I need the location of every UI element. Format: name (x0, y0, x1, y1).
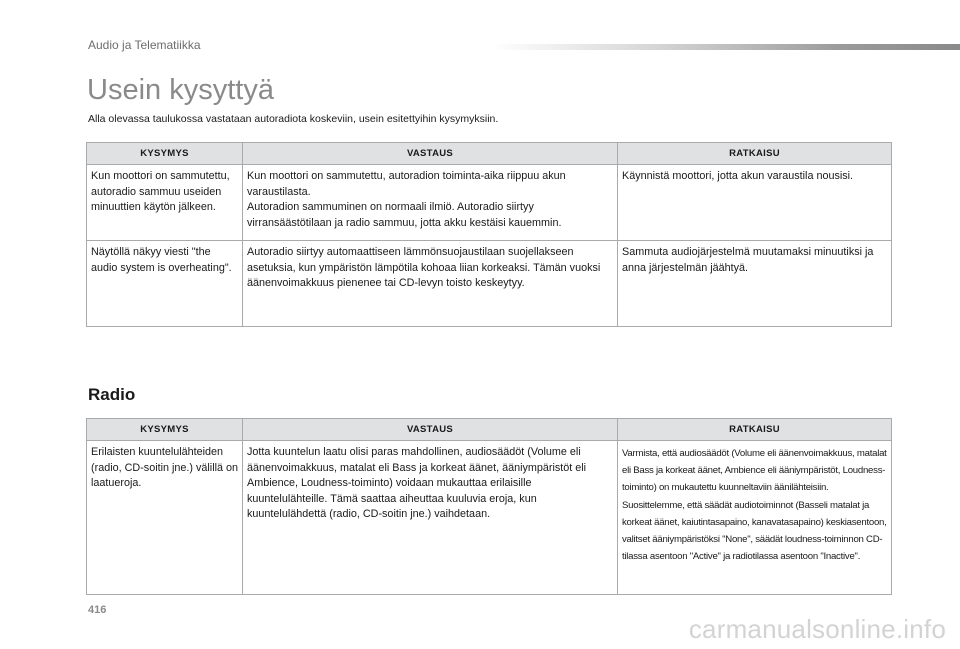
answer-cell: Jotta kuuntelun laatu olisi paras mahdollinen, audiosäädöt (Volume eli äänenvoimakkuus, matalat eli Bass ja korkeat äänet, ääniympäristöt eli Ambience, Loudness-toiminto) voidaan mukauttaa erilaisille kuuntelulähteille. Tämä saattaa aiheuttaa kuuluvia eroja, kun kuuntelulähdettä (radio, CD-soitin jne.) vaihdetaan. (243, 441, 618, 595)
question-cell: Kun moottori on sammutettu, autoradio sammuu useiden minuuttien käytön jälkeen. (87, 165, 243, 241)
answer-cell: Autoradio siirtyy automaattiseen lämmönsuojaustilaan suojellakseen asetuksia, kun ympäristön lämpötila kohoaa liian korkeaksi. Tämän vuoksi äänenvoimakkuus pienenee tai CD-levyn toisto keskeytyy. (243, 241, 618, 327)
column-header-question: KYSYMYS (87, 143, 243, 165)
table-header-row (87, 419, 892, 441)
column-header-answer: VASTAUS (243, 143, 618, 165)
table-row (87, 441, 892, 595)
table-header-row (87, 143, 892, 165)
faq-table-radio (86, 418, 892, 595)
solution-cell: Käynnistä moottori, jotta akun varaustila nousisi. (618, 165, 892, 241)
watermark: carmanualsonline.info (688, 614, 946, 644)
page-number: 416 (88, 604, 107, 616)
section-label: Audio ja Telematiikka (88, 38, 201, 52)
section-heading-radio: Radio (88, 385, 136, 404)
intro-text: Alla olevassa taulukossa vastataan autoradiota koskeviin, usein esitettyihin kysymyksiin. (88, 113, 499, 125)
faq-table-general (86, 142, 892, 327)
table-row (87, 241, 892, 327)
solution-cell: Varmista, että audiosäädöt (Volume eli äänenvoimakkuus, matalat eli Bass ja korkeat äänet, Ambience eli ääniympäristöt, Loudness-toiminto) on mukautettu kuunneltaviin äänilähteisiin. Suosittelemme, että säädät audiotoiminnot (Basseli matalat ja korkeat äänet, kaiutintasapaino, kanavatasapaino) keskiasentoon, valitset ääniympäristöksi "None", säädät loudness-toiminnon CD-tilassa asentoon "Active" ja radiotilassa asentoon "Inactive". (618, 441, 892, 595)
column-header-solution: RATKAISU (618, 143, 892, 165)
header-gradient-bar (490, 44, 960, 50)
question-cell: Erilaisten kuuntelulähteiden (radio, CD-soitin jne.) välillä on laatueroja. (87, 441, 243, 595)
column-header-question: KYSYMYS (87, 419, 243, 441)
column-header-answer: VASTAUS (243, 419, 618, 441)
column-header-solution: RATKAISU (618, 419, 892, 441)
answer-cell: Kun moottori on sammutettu, autoradion toiminta-aika riippuu akun varaustilasta. Autoradion sammuminen on normaali ilmiö. Autoradio siirtyy virransäästötilaan ja radio sammuu, jotta akku kestäisi kauemmin. (243, 165, 618, 241)
table-row (87, 165, 892, 241)
solution-cell: Sammuta audiojärjestelmä muutamaksi minuutiksi ja anna järjestelmän jäähtyä. (618, 241, 892, 327)
question-cell: Näytöllä näkyy viesti "the audio system is overheating". (87, 241, 243, 327)
page-title: Usein kysyttyä (87, 74, 274, 106)
